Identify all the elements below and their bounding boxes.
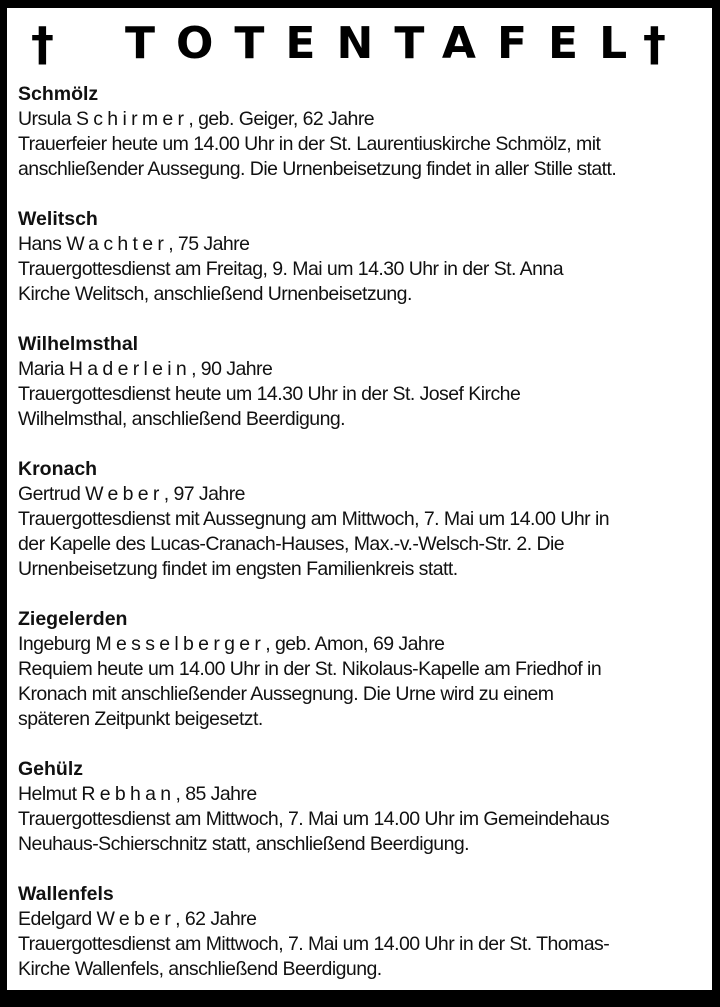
obituary-entry [18, 457, 710, 582]
details: , geb. Amon, 69 Jahre [265, 633, 445, 655]
obituary-entry [18, 82, 710, 182]
obituary-entry [18, 607, 710, 732]
place-heading: Kronach [18, 458, 98, 480]
deceased-line [18, 782, 710, 807]
service-text: Kirche Welitsch, anschließend Urnenbeisetzung. [18, 283, 412, 305]
deceased-line [18, 482, 710, 507]
obituary-board [7, 8, 712, 990]
deceased-line [18, 107, 710, 132]
service-text: Requiem heute um 14.00 Uhr in der St. Nikolaus-Kapelle am Friedhof in [18, 658, 602, 680]
cross-icon: † [643, 17, 666, 71]
obituary-entry [18, 332, 710, 432]
surname: Rebhan [81, 783, 176, 805]
service-text: der Kapelle des Lucas-Cranach-Hauses, Max.-v.-Welsch-Str. 2. Die [18, 533, 565, 555]
place-heading: Schmölz [18, 83, 99, 105]
service-text: Urnenbeisetzung findet im engsten Familienkreis statt. [18, 558, 458, 580]
obituary-entry [18, 207, 710, 307]
place-heading: Gehülz [18, 758, 84, 780]
obituary-list [18, 82, 710, 1007]
service-text: Wilhelmsthal, anschließend Beerdigung. [18, 408, 346, 430]
surname: Messelberger [95, 633, 266, 655]
surname: Schirmer [75, 108, 189, 130]
deceased-line [18, 232, 710, 257]
first-name: Hans [18, 233, 62, 255]
service-text: Trauergottesdienst am Freitag, 9. Mai um 14.30 Uhr in der St. Anna [18, 258, 564, 280]
first-name: Gertrud [18, 483, 81, 505]
deceased-line [18, 357, 710, 382]
first-name: Helmut [18, 783, 77, 805]
service-text: späteren Zeitpunkt beigesetzt. [18, 708, 263, 730]
place-heading: Ziegelerden [18, 608, 128, 630]
deceased-line [18, 907, 710, 932]
first-name: Edelgard [18, 908, 92, 930]
service-text: Trauergottesdienst am Mittwoch, 7. Mai um 14.00 Uhr im Gemeindehaus [18, 808, 610, 830]
header [7, 18, 712, 70]
surname: Wachter [66, 233, 169, 255]
cross-icon: † [31, 17, 54, 71]
details: , 90 Jahre [191, 358, 273, 380]
first-name: Maria [18, 358, 65, 380]
details: , 62 Jahre [175, 908, 257, 930]
surname: Haderlein [68, 358, 192, 380]
place-heading: Wilhelmsthal [18, 333, 139, 355]
place-heading: Welitsch [18, 208, 98, 230]
page-title: TOTENTAFEL [125, 18, 649, 69]
service-text: Trauergottesdienst mit Aussegnung am Mittwoch, 7. Mai um 14.00 Uhr in [18, 508, 610, 530]
surname: Weber [96, 908, 176, 930]
service-text: Trauergottesdienst heute um 14.30 Uhr in der St. Josef Kirche [18, 383, 521, 405]
place-heading: Wallenfels [18, 883, 114, 905]
service-text: Kronach mit anschließender Aussegnung. Die Urne wird zu einem [18, 683, 554, 705]
service-text: anschließender Aussegung. Die Urnenbeisetzung findet in aller Stille statt. [18, 158, 617, 180]
obituary-entry [18, 882, 710, 982]
details: , 85 Jahre [175, 783, 257, 805]
first-name: Ursula [18, 108, 72, 130]
details: , geb. Geiger, 62 Jahre [188, 108, 375, 130]
details: , 75 Jahre [168, 233, 250, 255]
service-text: Kirche Wallenfels, anschließend Beerdigung. [18, 958, 382, 980]
service-text: Neuhaus-Schierschnitz statt, anschließend Beerdigung. [18, 833, 470, 855]
obituary-entry [18, 757, 710, 857]
service-text: Trauerfeier heute um 14.00 Uhr in der St. Laurentiuskirche Schmölz, mit [18, 133, 601, 155]
first-name: Ingeburg [18, 633, 91, 655]
service-text: Trauergottesdienst am Mittwoch, 7. Mai um 14.00 Uhr in der St. Thomas- [18, 933, 610, 955]
deceased-line [18, 632, 710, 657]
details: , 97 Jahre [163, 483, 245, 505]
surname: Weber [85, 483, 164, 505]
